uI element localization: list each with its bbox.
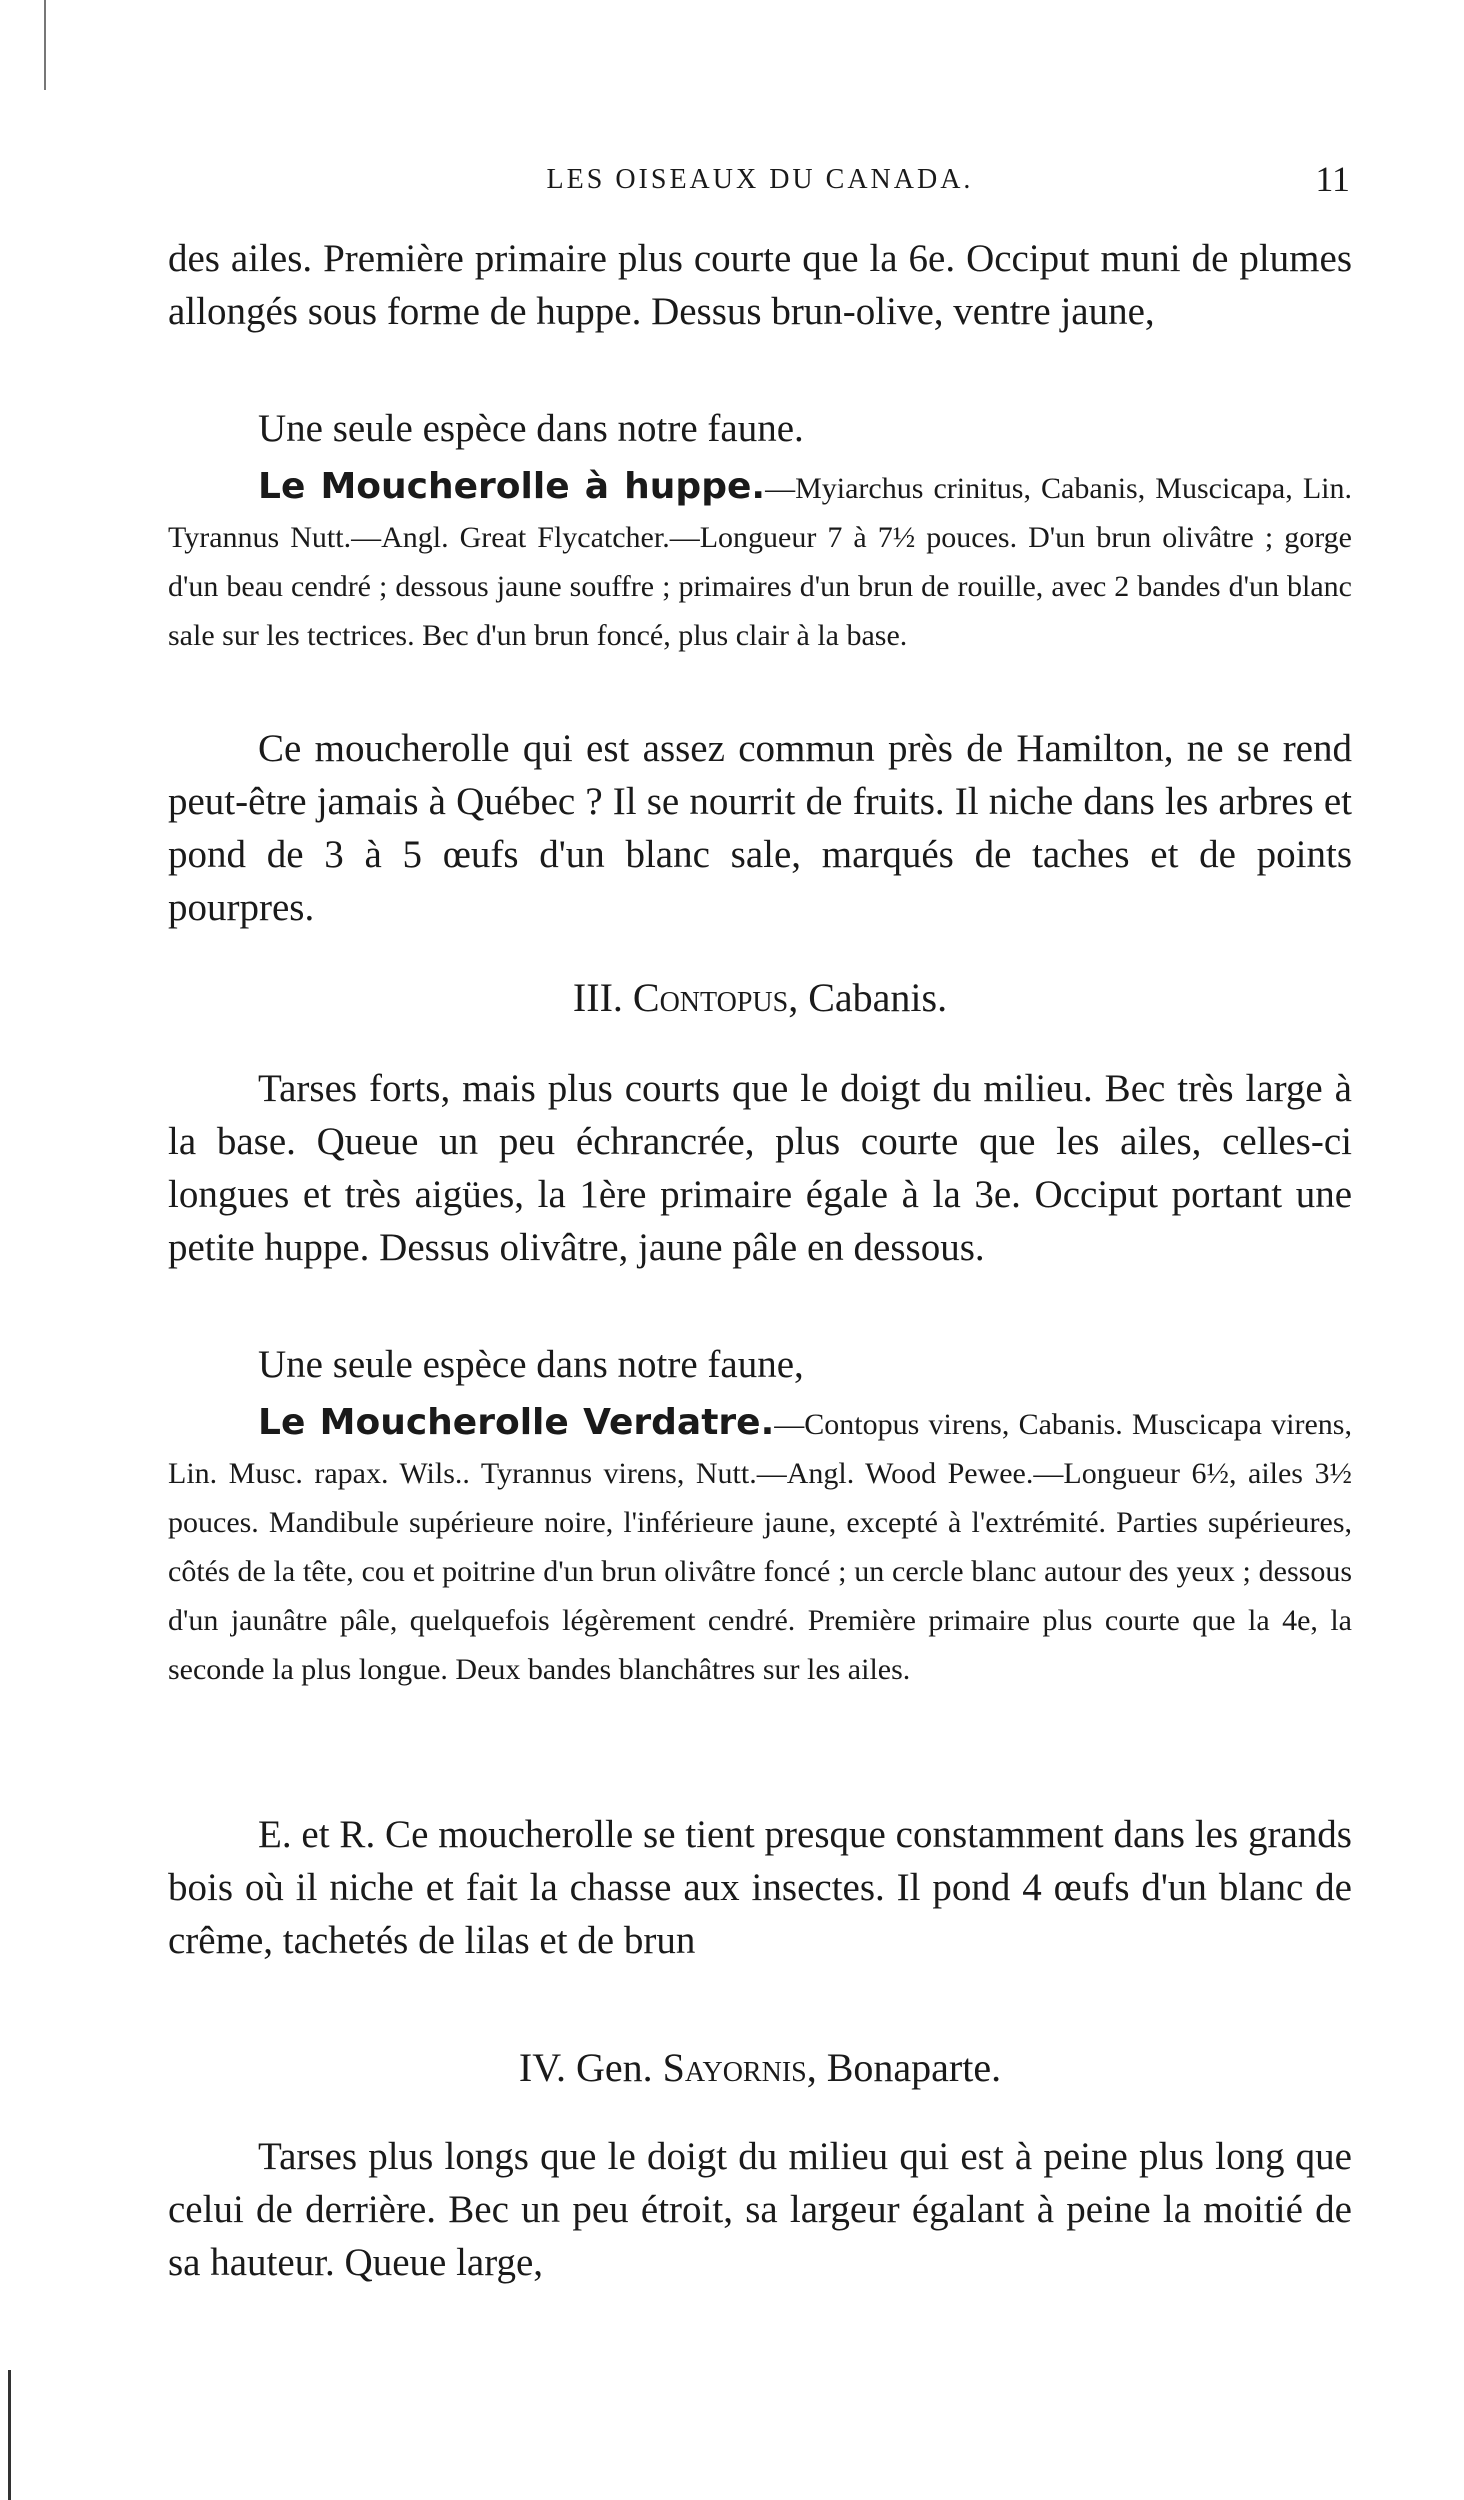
section-heading-sayornis — [168, 2044, 1352, 2091]
section-heading-contopus — [168, 974, 1352, 1021]
paragraph-sayornis-description: Tarses plus longs que le doigt du milieu qui est à peine plus long que celui de derrière. Bec un peu étroit, sa largeur égalant à peine la moitié de sa hauteur. Queue large, — [168, 2135, 1352, 2284]
running-title: LES OISEAUX DU CANADA. — [546, 164, 974, 195]
species-entry-wood-pewee — [168, 1398, 1352, 1694]
paragraph-genus-continuation: des ailes. Première primaire plus courte que la 6e. Occiput muni de plumes allongés sous forme de huppe. Dessus brun-olive, ventre jaune, — [168, 237, 1352, 333]
species-name: Le Moucherolle Verdatre. — [258, 1402, 775, 1443]
section-authority: , Cabanis. — [788, 975, 948, 1020]
section-genus-name: Sayornis — [662, 2045, 807, 2090]
paragraph-one-species-note-2: Une seule espèce dans notre faune, — [258, 1343, 804, 1386]
page-number: 11 — [1315, 159, 1350, 199]
paragraph-wood-pewee-habits: E. et R. Ce moucherolle se tient presque constamment dans les grands bois où il niche et fait la chasse aux insectes. Il pond 4 œufs d'un blanc de crême, tachetés de lilas et de brun — [168, 1813, 1352, 1962]
species-entry-crested-flycatcher — [168, 462, 1352, 660]
paragraph-crested-flycatcher-habits: Ce moucherolle qui est assez commun près de Hamilton, ne se rend peut-être jamais à Québec ? Il se nourrit de fruits. Il niche dans les arbres et pond de 3 à 5 œufs d'un blanc sale, marqués de taches et de points pourpres. — [168, 727, 1352, 929]
species-name: Le Moucherolle à huppe. — [258, 466, 766, 507]
scan-edge-mark — [8, 2370, 11, 2500]
scan-edge-mark — [44, 0, 46, 90]
species-description: —Contopus virens, Cabanis. Muscicapa virens, Lin. Musc. rapax. Wils.. Tyrannus virens, Nutt.—Angl. Wood Pewee.—Longueur 6½, ailes 3½ pouces. Mandibule supérieure noire, l'inférieure jaune, excepté à l'extrémité. Parties supérieures, côtés de la tête, cou et poitrine d'un brun olivâtre foncé ; un cercle blanc autour des yeux ; dessous d'un jaunâtre pâle, quelquefois légèrement cendré. Première primaire plus courte que la 4e, la seconde la plus longue. Deux bandes blanchâtres sur les ailes. — [168, 1408, 1352, 1686]
section-number: III. — [572, 975, 623, 1020]
species-description: —Myiarchus crinitus, Cabanis, Muscicapa, Lin. Tyrannus Nutt.—Angl. Great Flycatcher.—Longueur 7 à 7½ pouces. D'un brun olivâtre ; gorge d'un beau cendré ; dessous jaune souffre ; primaires d'un brun de rouille, avec 2 bandes d'un blanc sale sur les tectrices. Bec d'un brun foncé, plus clair à la base. — [168, 472, 1352, 652]
section-genus-prefix: Gen. — [575, 2045, 653, 2090]
section-genus-name: Contopus — [632, 975, 789, 1020]
page-header — [170, 158, 1350, 208]
paragraph-one-species-note: Une seule espèce dans notre faune. — [258, 407, 804, 450]
section-number: IV. — [518, 2045, 566, 2090]
section-authority: , Bonaparte. — [806, 2045, 1002, 2090]
paragraph-contopus-description: Tarses forts, mais plus courts que le doigt du milieu. Bec très large à la base. Queue un peu échrancrée, plus courte que les ailes, celles-ci longues et très aigües, la 1ère primaire égale à la 3e. Occiput portant une petite huppe. Dessus olivâtre, jaune pâle en dessous. — [168, 1067, 1352, 1269]
